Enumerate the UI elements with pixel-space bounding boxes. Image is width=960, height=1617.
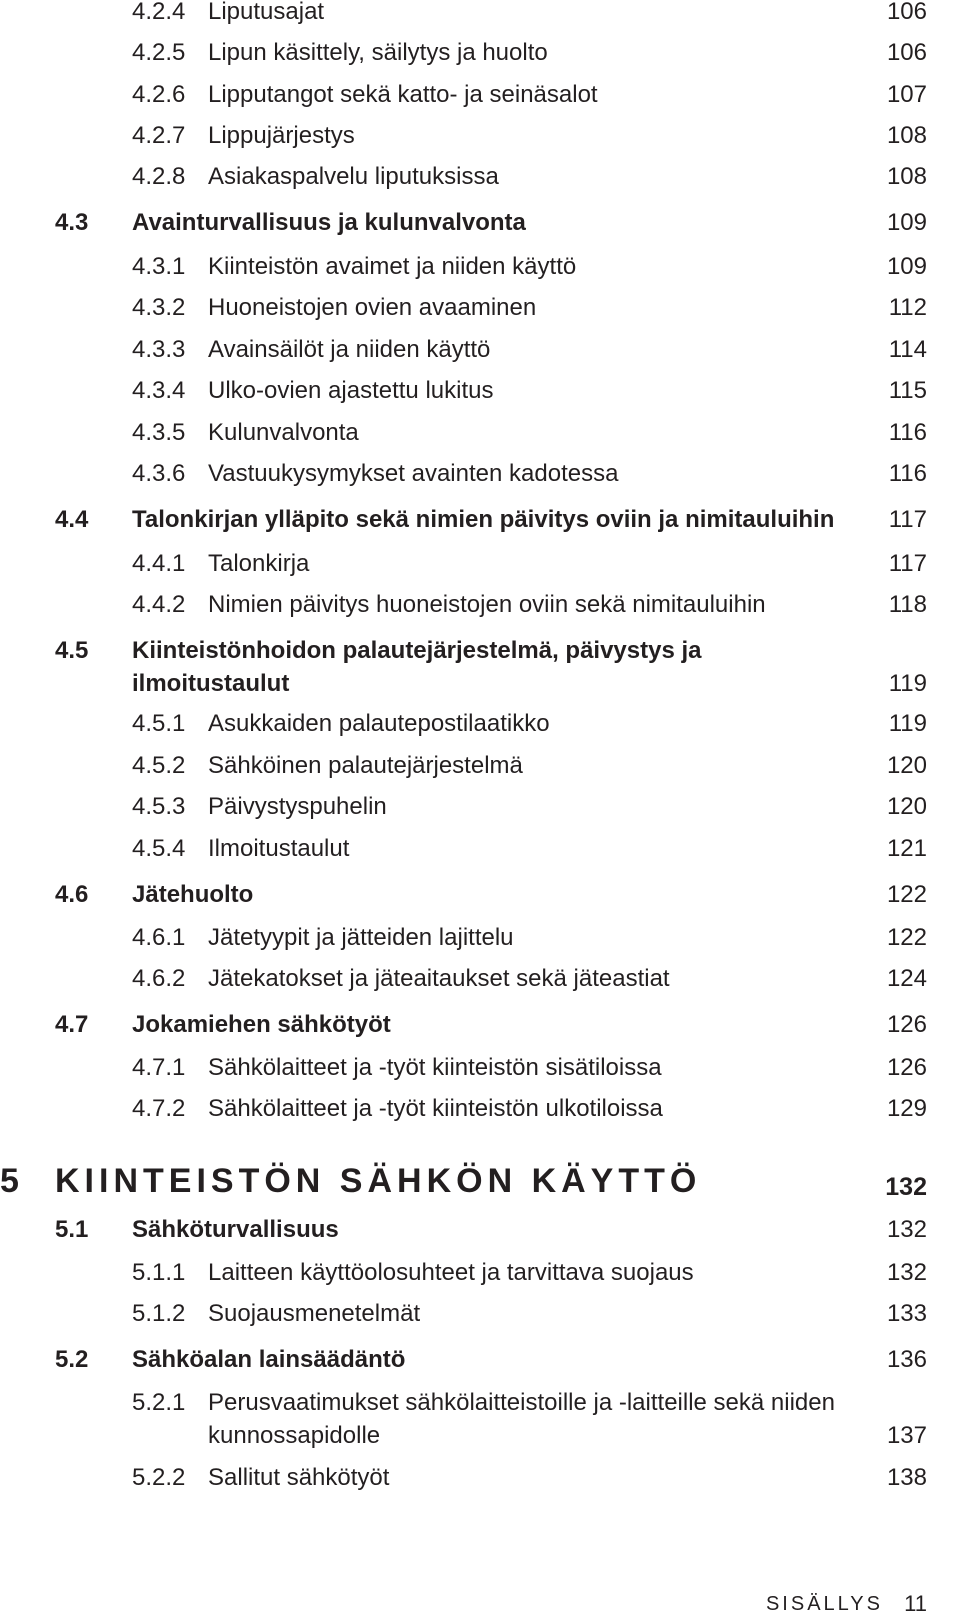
- toc-entry-number: 4.5: [55, 637, 89, 664]
- toc-entry-page: 119: [888, 670, 927, 697]
- toc-entry-number: 4.5.2: [132, 752, 186, 779]
- toc-entry-page: 106: [886, 0, 927, 25]
- toc-entry-number: 4.6.2: [132, 965, 186, 992]
- toc-entry-page: 106: [886, 39, 927, 66]
- toc-entry-page: 114: [888, 336, 927, 363]
- toc-entry-number: 4.3.4: [132, 377, 186, 404]
- toc-entry-page: 122: [886, 881, 927, 908]
- toc-entry-title: KIINTEISTÖN SÄHKÖN KÄYTTÖ: [55, 1162, 702, 1200]
- toc-entry-number: 4.2.6: [132, 81, 186, 108]
- toc-entry-title: Jokamiehen sähkötyöt: [132, 1011, 391, 1038]
- toc-entry-title-continued: ilmoitustaulut: [132, 670, 290, 697]
- toc-entry-page: 116: [888, 419, 927, 446]
- toc-entry-page: 120: [886, 752, 927, 779]
- toc-entry-number: 4.7: [55, 1011, 89, 1038]
- toc-entry-number: 4.3: [55, 209, 89, 236]
- toc-entry-title: Vastuukysymykset avainten kadotessa: [208, 460, 619, 487]
- footer-section-label: SISÄLLYS: [765, 1593, 883, 1615]
- toc-entry-number: 4.5.3: [132, 793, 186, 820]
- toc-entry-number: 4.4: [55, 506, 89, 533]
- toc-entry-page: 118: [888, 591, 927, 618]
- toc-entry-title: Talonkirja: [208, 550, 310, 577]
- toc-entry-page: 117: [888, 506, 927, 533]
- toc-entry-number: 4.6: [55, 881, 89, 908]
- toc-entry-title: Jätekatokset ja jäteaitaukset sekä jäteastiat: [208, 965, 670, 992]
- toc-entry-page: 115: [888, 377, 927, 404]
- toc-entry-title: Sähköinen palautejärjestelmä: [208, 752, 523, 779]
- toc-entry-title: Talonkirjan ylläpito sekä nimien päivitys oviin ja nimitauluihin: [132, 506, 835, 533]
- toc-entry-page: 107: [886, 81, 927, 108]
- toc-entry-title: Huoneistojen ovien avaaminen: [208, 294, 537, 321]
- toc-entry-title: Laitteen käyttöolosuhteet ja tarvittava suojaus: [208, 1259, 694, 1286]
- toc-entry-title: Asiakaspalvelu liputuksissa: [208, 163, 499, 190]
- toc-entry-page: 120: [886, 793, 927, 820]
- toc-entry-page: 126: [886, 1054, 927, 1081]
- toc-entry-title: Kiinteistön avaimet ja niiden käyttö: [208, 253, 577, 280]
- toc-entry-title: Sallitut sähkötyöt: [208, 1464, 390, 1491]
- toc-entry-page: 129: [886, 1095, 927, 1122]
- toc-entry-number: 5.1: [55, 1216, 89, 1243]
- toc-entry-page: 119: [888, 710, 927, 737]
- toc-entry-title: Sähköturvallisuus: [132, 1216, 339, 1243]
- toc-entry-page: 116: [888, 460, 927, 487]
- toc-entry-title: Ulko-ovien ajastettu lukitus: [208, 377, 494, 404]
- toc-entry-number: 4.3.3: [132, 336, 186, 363]
- toc-entry-title: Lipun käsittely, säilytys ja huolto: [208, 39, 548, 66]
- toc-entry-page: 124: [886, 965, 927, 992]
- toc-entry-number: 4.4.1: [132, 550, 186, 577]
- toc-entry-title: Jätehuolto: [132, 881, 254, 908]
- toc-entry-number: 4.6.1: [132, 924, 186, 951]
- toc-entry-title: Sähkölaitteet ja -työt kiinteistön sisätiloissa: [208, 1054, 662, 1081]
- toc-entry-page: 126: [886, 1011, 927, 1038]
- toc-entry-number: 5: [0, 1162, 19, 1200]
- toc-entry-page: 121: [886, 835, 927, 862]
- toc-entry-title: Jätetyypit ja jätteiden lajittelu: [208, 924, 514, 951]
- toc-entry-number: 4.2.4: [132, 0, 186, 25]
- toc-entry-page: 109: [886, 253, 927, 280]
- toc-entry-page: 132: [886, 1216, 927, 1243]
- toc-entry-title: Lippujärjestys: [208, 122, 355, 149]
- toc-entry-page: 138: [886, 1464, 927, 1491]
- toc-entry-title: Ilmoitustaulut: [208, 835, 350, 862]
- toc-entry-number: 5.1.2: [132, 1300, 186, 1327]
- toc-entry-page: 122: [886, 924, 927, 951]
- toc-entry-page: 137: [886, 1422, 927, 1449]
- footer-page-number: 11: [904, 1591, 927, 1616]
- toc-entry-number: 4.2.8: [132, 163, 186, 190]
- toc-entry-title: Kulunvalvonta: [208, 419, 359, 446]
- toc-entry-title: Suojausmenetelmät: [208, 1300, 421, 1327]
- toc-entry-title: Avainsäilöt ja niiden käyttö: [208, 336, 491, 363]
- toc-entry-title: Asukkaiden palautepostilaatikko: [208, 710, 550, 737]
- toc-entry-title: Lipputangot sekä katto- ja seinäsalot: [208, 81, 598, 108]
- toc-entry-number: 4.3.2: [132, 294, 186, 321]
- toc-entry-title: Liputusajat: [208, 0, 325, 25]
- toc-entry-number: 4.7.1: [132, 1054, 186, 1081]
- toc-entry-page: 108: [886, 163, 927, 190]
- toc-entry-number: 4.3.1: [132, 253, 186, 280]
- toc-entry-page: 133: [886, 1300, 927, 1327]
- toc-entry-title: Sähköalan lainsäädäntö: [132, 1346, 406, 1373]
- toc-entry-page: 108: [886, 122, 927, 149]
- toc-entry-title-continued: kunnossapidolle: [208, 1422, 381, 1449]
- toc-entry-page: 132: [886, 1259, 927, 1286]
- toc-entry-number: 4.2.7: [132, 122, 186, 149]
- toc-entry-page: 109: [886, 209, 927, 236]
- toc-entry-number: 5.1.1: [132, 1259, 186, 1286]
- toc-entry-title: Sähkölaitteet ja -työt kiinteistön ulkotiloissa: [208, 1095, 663, 1122]
- toc-entry-page: 117: [888, 550, 927, 577]
- toc-entry-number: 5.2: [55, 1346, 89, 1373]
- toc-entry-number: 5.2.1: [132, 1389, 186, 1416]
- toc-entry-number: 4.7.2: [132, 1095, 186, 1122]
- toc-entry-number: 4.3.5: [132, 419, 186, 446]
- toc-entry-number: 5.2.2: [132, 1464, 186, 1491]
- toc-entry-number: 4.4.2: [132, 591, 186, 618]
- toc-entry-number: 4.5.1: [132, 710, 186, 737]
- toc-entry-number: 4.3.6: [132, 460, 186, 487]
- toc-entry-title: Nimien päivitys huoneistojen oviin sekä nimitauluihin: [208, 591, 766, 618]
- toc-entry-title: Perusvaatimukset sähkölaitteistoille ja -laitteille sekä niiden: [208, 1389, 835, 1416]
- toc-entry-title: Päivystyspuhelin: [208, 793, 387, 820]
- toc-entry-page: 112: [888, 294, 927, 321]
- toc-entry-number: 4.2.5: [132, 39, 186, 66]
- toc-entry-page: 136: [886, 1346, 927, 1373]
- toc-entry-page: 132: [885, 1173, 927, 1201]
- toc-entry-number: 4.5.4: [132, 835, 186, 862]
- toc-entry-title: Kiinteistönhoidon palautejärjestelmä, päivystys ja: [132, 637, 702, 664]
- toc-entry-title: Avainturvallisuus ja kulunvalvonta: [132, 209, 526, 236]
